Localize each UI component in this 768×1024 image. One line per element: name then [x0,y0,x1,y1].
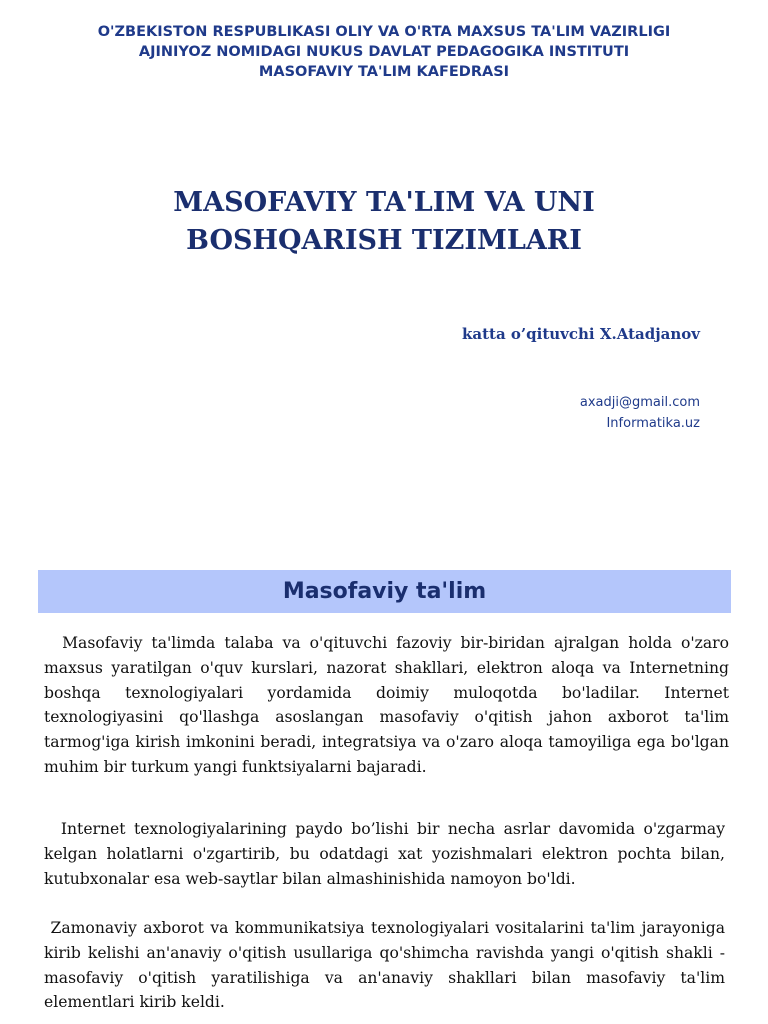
paragraph-3: Zamonaviy axborot va kommunikatsiya texnologiyalari vositalarini ta'lim jarayoniga kirib kelishi an'anaviy o'qitish usullariga qo'shimcha ravishda yangi o'qitish shakli - masofaviy o'qitish yaratilishiga va an'anaviy shakllari bilan masofaviy ta'lim elementlari kirib keldi. [44,919,725,1012]
paragraph-2: Internet texnologiyalarining paydo bo’lishi bir necha asrlar davomida o'zgarmay kelgan holatlarni o'zgartirib, bu odatdagi xat yozishmalari elektron pochta bilan, kutubxonalar esa web-saytlar bilan almashinishida namoyon bo'ldi. [44,820,725,888]
title-line-1: MASOFAVIY TA'LIM VA UNI [173,187,595,218]
institute-line: AJINIYOZ NOMIDAGI NUKUS DAVLAT PEDAGOGIKA INSTITUTI [138,44,630,60]
ministry-line: O'ZBEKISTON RESPUBLIKASI OLIY VA O'RTA MAXSUS TA'LIM VAZIRLIGI [97,24,671,40]
paragraph-1: Masofaviy ta'limda talaba va o'qituvchi fazoviy bir-biridan ajralgan holda o'zaro maxsus yaratilgan o'quv kurslari, nazorat shakllari, elektron aloqa va Internetning boshqa texnologiyalari yordamida doimiy muloqotda bo'ladilar. Internet texnologiyasini qo'llashga asoslangan masofaviy o'qitish jahon axborot ta'lim tarmog'iga kirish imkonini beradi, integratsiya va o'zaro aloqa tamoyiliga ega bo'lgan muhim bir turkum yangi funktsiyalarni bajaradi. [44,634,729,776]
presentation-title [0,184,768,260]
author-email[interactable]: axadji@gmail.com [579,395,700,410]
section-heading: Masofaviy ta'lim [282,579,487,604]
section-heading-banner [38,570,731,613]
department-line: MASOFAVIY TA'LIM KAFEDRASI [258,64,510,80]
author-website[interactable]: Informatika.uz [606,416,700,431]
content-slide [0,560,768,1024]
institution-header [0,22,768,82]
author-name: katta o’qituvchi X.Atadjanov [462,325,700,343]
contact-info [580,392,700,434]
title-line-2: BOSHQARISH TIZIMLARI [186,225,582,256]
